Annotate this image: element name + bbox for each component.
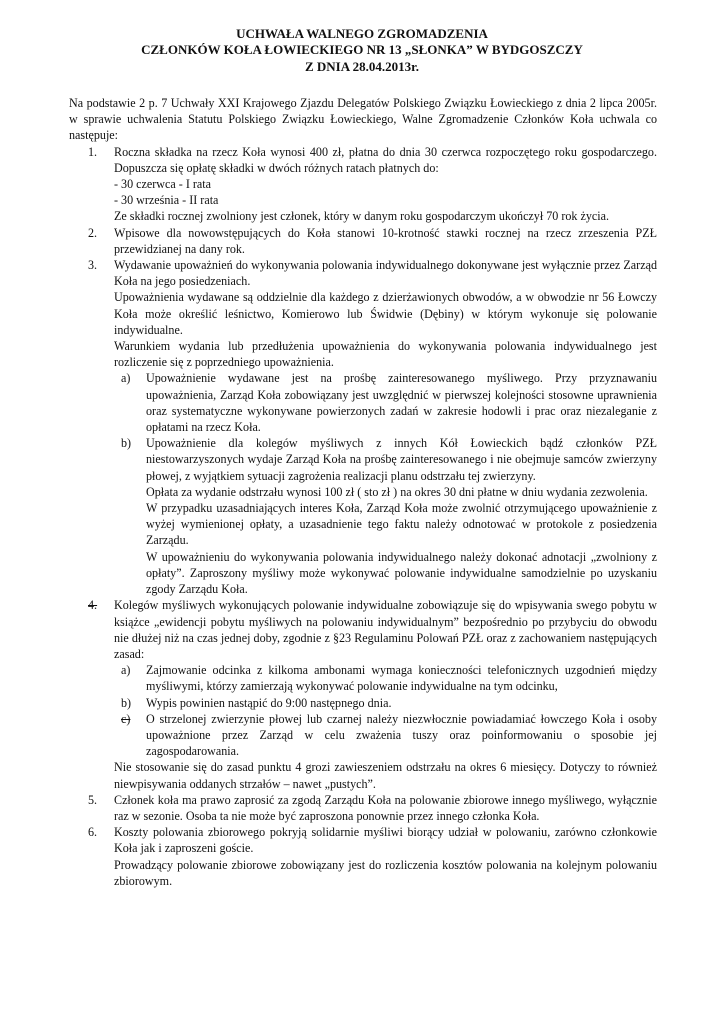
- point-text: Wpisowe dla nowowstępujących do Koła stanowi 10-krotność stawki rocznej na rzecz zrzeszenia PZŁ przewidzianej na dany rok.: [114, 225, 657, 256]
- point-number: 2.: [88, 225, 98, 240]
- subpoint-3a: [114, 370, 657, 435]
- header-line-2: CZŁONKÓW KOŁA ŁOWIECKIEGO NR 13 „SŁONKA” W BYDGOSZCZY: [141, 42, 583, 58]
- point-text: Warunkiem wydania lub przedłużenia upoważnienia do wykonywania polowania indywidualnego jest rozliczenie się z poprzedniego upoważnienia.: [114, 339, 657, 370]
- subpoint-text: Opłata za wydanie odstrzału wynosi 100 zł ( sto zł ) na okres 30 dni płatne w dniu wydania zezwolenia.: [146, 484, 648, 499]
- point-3: [69, 257, 657, 597]
- point-number: 4.: [88, 598, 98, 613]
- header-line-1: UCHWAŁA WALNEGO ZGROMADZENIA: [236, 26, 488, 41]
- point-text: Nie stosowanie się do zasad punktu 4 grozi zawieszeniem odstrzału na okres 6 miesięcy. Dotyczy to również niewpisywania oddanych strzałów – nawet „pustych”.: [114, 760, 657, 791]
- subpoint-label: b): [121, 695, 132, 710]
- point-6: [69, 824, 657, 889]
- subpoint-label: a): [121, 371, 131, 386]
- subpoint-4a: [114, 662, 657, 694]
- document-header: [0, 26, 724, 75]
- subpoint-label: a): [121, 663, 131, 678]
- subpoint-text: Zajmowanie odcinka z kilkoma ambonami wymaga konieczności telefonicznych uzgodnień między myśliwymi, którzy zamierzają wykonywać polowanie indywidualne na tym odcinku,: [146, 663, 657, 694]
- point-text: Upoważnienia wydawane są oddzielnie dla każdego z dzierżawionych obwodów, a w obwodzie nr 56 Łowczy Koła może określić leśnictwo, Komierowo lub Świdwie (Dębiny) w którym wykonuje się polowanie indywidualne.: [114, 290, 657, 337]
- header-line-3: Z DNIA 28.04.2013r.: [304, 58, 419, 74]
- subpoint-3b: [114, 435, 657, 597]
- point-4: [69, 597, 657, 791]
- subpoint-text: O strzelonej zwierzynie płowej lub czarnej należy niezwłocznie powiadamiać łowczego Koła i osoby upoważnione przez Zarząd w celu zważenia tuszy oraz poinformowaniu o sposobie jej zagospodarowania.: [146, 711, 657, 759]
- subpoint-text: Wypis powinien nastąpić do 9:00 następnego dnia.: [146, 695, 392, 710]
- subpoint-label: b): [121, 436, 132, 451]
- subpoint-text: Upoważnienie dla kolegów myśliwych z innych Kół Łowieckich bądź członków PZŁ niestowarzyszonych wydaje Zarząd Koła na prośbę zainteresowanego i nie obejmuje samców zwierzyny płowej, z wyjątkiem sytuacji zagrożenia realizacji planu odstrzału tej zwierzyny.: [146, 436, 657, 483]
- subpoint-text: W upoważnieniu do wykonywania polowania indywidualnego należy dokonać adnotacji „zwolniony z opłaty”. Zaproszony myśliwy może wykonywać polowanie indywidualne samodzielnie po uzyskaniu zgody Zarządu Koła.: [146, 549, 657, 597]
- point-2: [69, 225, 657, 257]
- point-text: Prowadzący polowanie zbiorowe zobowiązany jest do rozliczenia kosztów polowania na kolejnym polowaniu zbiorowym.: [114, 857, 657, 888]
- point-text: Kolegów myśliwych wykonujących polowanie indywidualne zobowiązuje się do wpisywania swego pobytu w książce „ewidencji pobytu myśliwych na polowaniu indywidualnym” bezpośrednio po przybyciu do obwodu nie dłużej niż na czas jednej doby, zgodnie z §23 Regulaminu Polowań PZŁ oraz z zachowaniem następujących zasad:: [114, 598, 657, 661]
- point-5: [69, 792, 657, 824]
- point-text: Wydawanie upoważnień do wykonywania polowania indywidualnego dokonywane jest wyłącznie przez Zarząd Koła na jego posiedzeniach.: [114, 258, 657, 289]
- subpoint-4b: [114, 695, 657, 711]
- point-text: Roczna składka na rzecz Koła wynosi 400 zł, płatna do dnia 30 czerwca rozpoczętego roku gospodarczego. Dopuszcza się opłatę składki w dwóch różnych ratach płatnych do:: [114, 144, 657, 175]
- subpoint-text: W przypadku uzasadniających interes Koła, Zarząd Koła może zwolnić otrzymującego upoważnienie z wyżej wymienionej opłaty, a uzasadnienie tego faktu należy odnotować w protokole z posiedzenia Zarządu.: [146, 501, 657, 548]
- point-text: Koszty polowania zbiorowego pokryją solidarnie myśliwi biorący udział w polowaniu, zarówno członkowie Koła jak i zaproszeni goście.: [114, 825, 657, 856]
- point-text: Ze składki rocznej zwolniony jest członek, który w danym roku gospodarczym ukończył 70 rok życia.: [114, 209, 610, 224]
- installment-1: - 30 czerwca - I rata: [114, 177, 212, 192]
- subpoint-4c: [114, 711, 657, 760]
- installment-2: - 30 września - II rata: [114, 193, 219, 208]
- document-body: [69, 95, 657, 889]
- point-number: 5.: [88, 792, 98, 807]
- point-1: [69, 144, 657, 225]
- point-text: Członek koła ma prawo zaprosić za zgodą Zarządu Koła na polowanie zbiorowe innego myśliwego, wyłącznie raz w sezonie. Osoba ta nie może być zaproszona ponownie przez innego członka Koła.: [114, 792, 657, 823]
- point-number: 6.: [88, 825, 98, 840]
- point-number: 1.: [88, 144, 98, 159]
- point-number: 3.: [88, 258, 98, 273]
- intro-paragraph: Na podstawie 2 p. 7 Uchwały XXI Krajowego Zjazdu Delegatów Polskiego Związku Łowieckiego z dnia 2 lipca 2005r. w sprawie uchwalenia Statutu Polskiego Związku Łowieckiego, Walne Zgromadzenie Członków Koła uchwala co następuje:: [69, 96, 657, 143]
- subpoint-text: Upoważnienie wydawane jest na prośbę zainteresowanego myśliwego. Przy przyznawaniu upoważnienia, Zarząd Koła zobowiązany jest uwzględnić w pierwszej kolejności stosowne uprawnienia oraz systematyczne wykonywane powierzonych zadań w zakresie hodowli i prac oraz niezaleganie z opłatami na rzecz Koła.: [146, 371, 657, 435]
- subpoint-label: c): [121, 711, 131, 726]
